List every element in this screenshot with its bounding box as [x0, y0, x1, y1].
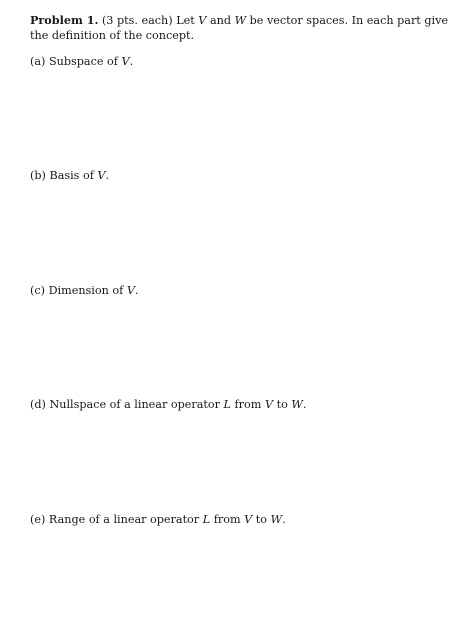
- math-v: V: [121, 55, 130, 68]
- part-text: Nullspace of a linear operator: [49, 398, 220, 411]
- part-e: [30, 512, 286, 527]
- problem-heading: Problem 1.: [30, 13, 99, 27]
- math-v: V: [97, 169, 106, 182]
- part-label: (d): [30, 398, 46, 411]
- math-l: L: [223, 398, 231, 411]
- math-v: V: [244, 513, 253, 526]
- part-text: Basis of: [49, 169, 94, 182]
- part-label: (c): [30, 284, 45, 297]
- part-b: [30, 168, 109, 183]
- part-label: (e): [30, 513, 46, 526]
- period: .: [282, 513, 286, 526]
- math-v: V: [198, 14, 207, 27]
- part-text: Dimension of: [48, 284, 124, 297]
- math-v: V: [264, 398, 274, 411]
- period: .: [134, 284, 139, 297]
- part-text: Range of a linear operator: [48, 513, 200, 526]
- part-label: (a): [30, 55, 46, 68]
- period: .: [302, 398, 307, 411]
- problem-statement: [30, 13, 462, 43]
- part-text: to: [255, 513, 268, 526]
- part-text: from: [213, 513, 241, 526]
- intro-text: Let: [176, 14, 195, 27]
- math-l: L: [202, 513, 211, 526]
- math-w: W: [234, 14, 247, 27]
- intro-text: be vector spaces. In each part give the definition of the concept.: [30, 14, 449, 42]
- intro-text: and: [209, 14, 231, 27]
- part-d: [30, 397, 306, 412]
- math-w: W: [291, 398, 303, 411]
- period: .: [105, 169, 110, 182]
- part-text: Subspace of: [48, 55, 118, 68]
- period: .: [129, 55, 134, 68]
- part-c: [30, 283, 138, 298]
- math-w: W: [270, 513, 283, 526]
- points-note: (3 pts. each): [101, 14, 173, 27]
- math-v: V: [126, 284, 135, 297]
- part-label: (b): [30, 169, 46, 182]
- part-text: to: [276, 398, 288, 411]
- part-a: [30, 54, 133, 69]
- part-text: from: [234, 398, 262, 411]
